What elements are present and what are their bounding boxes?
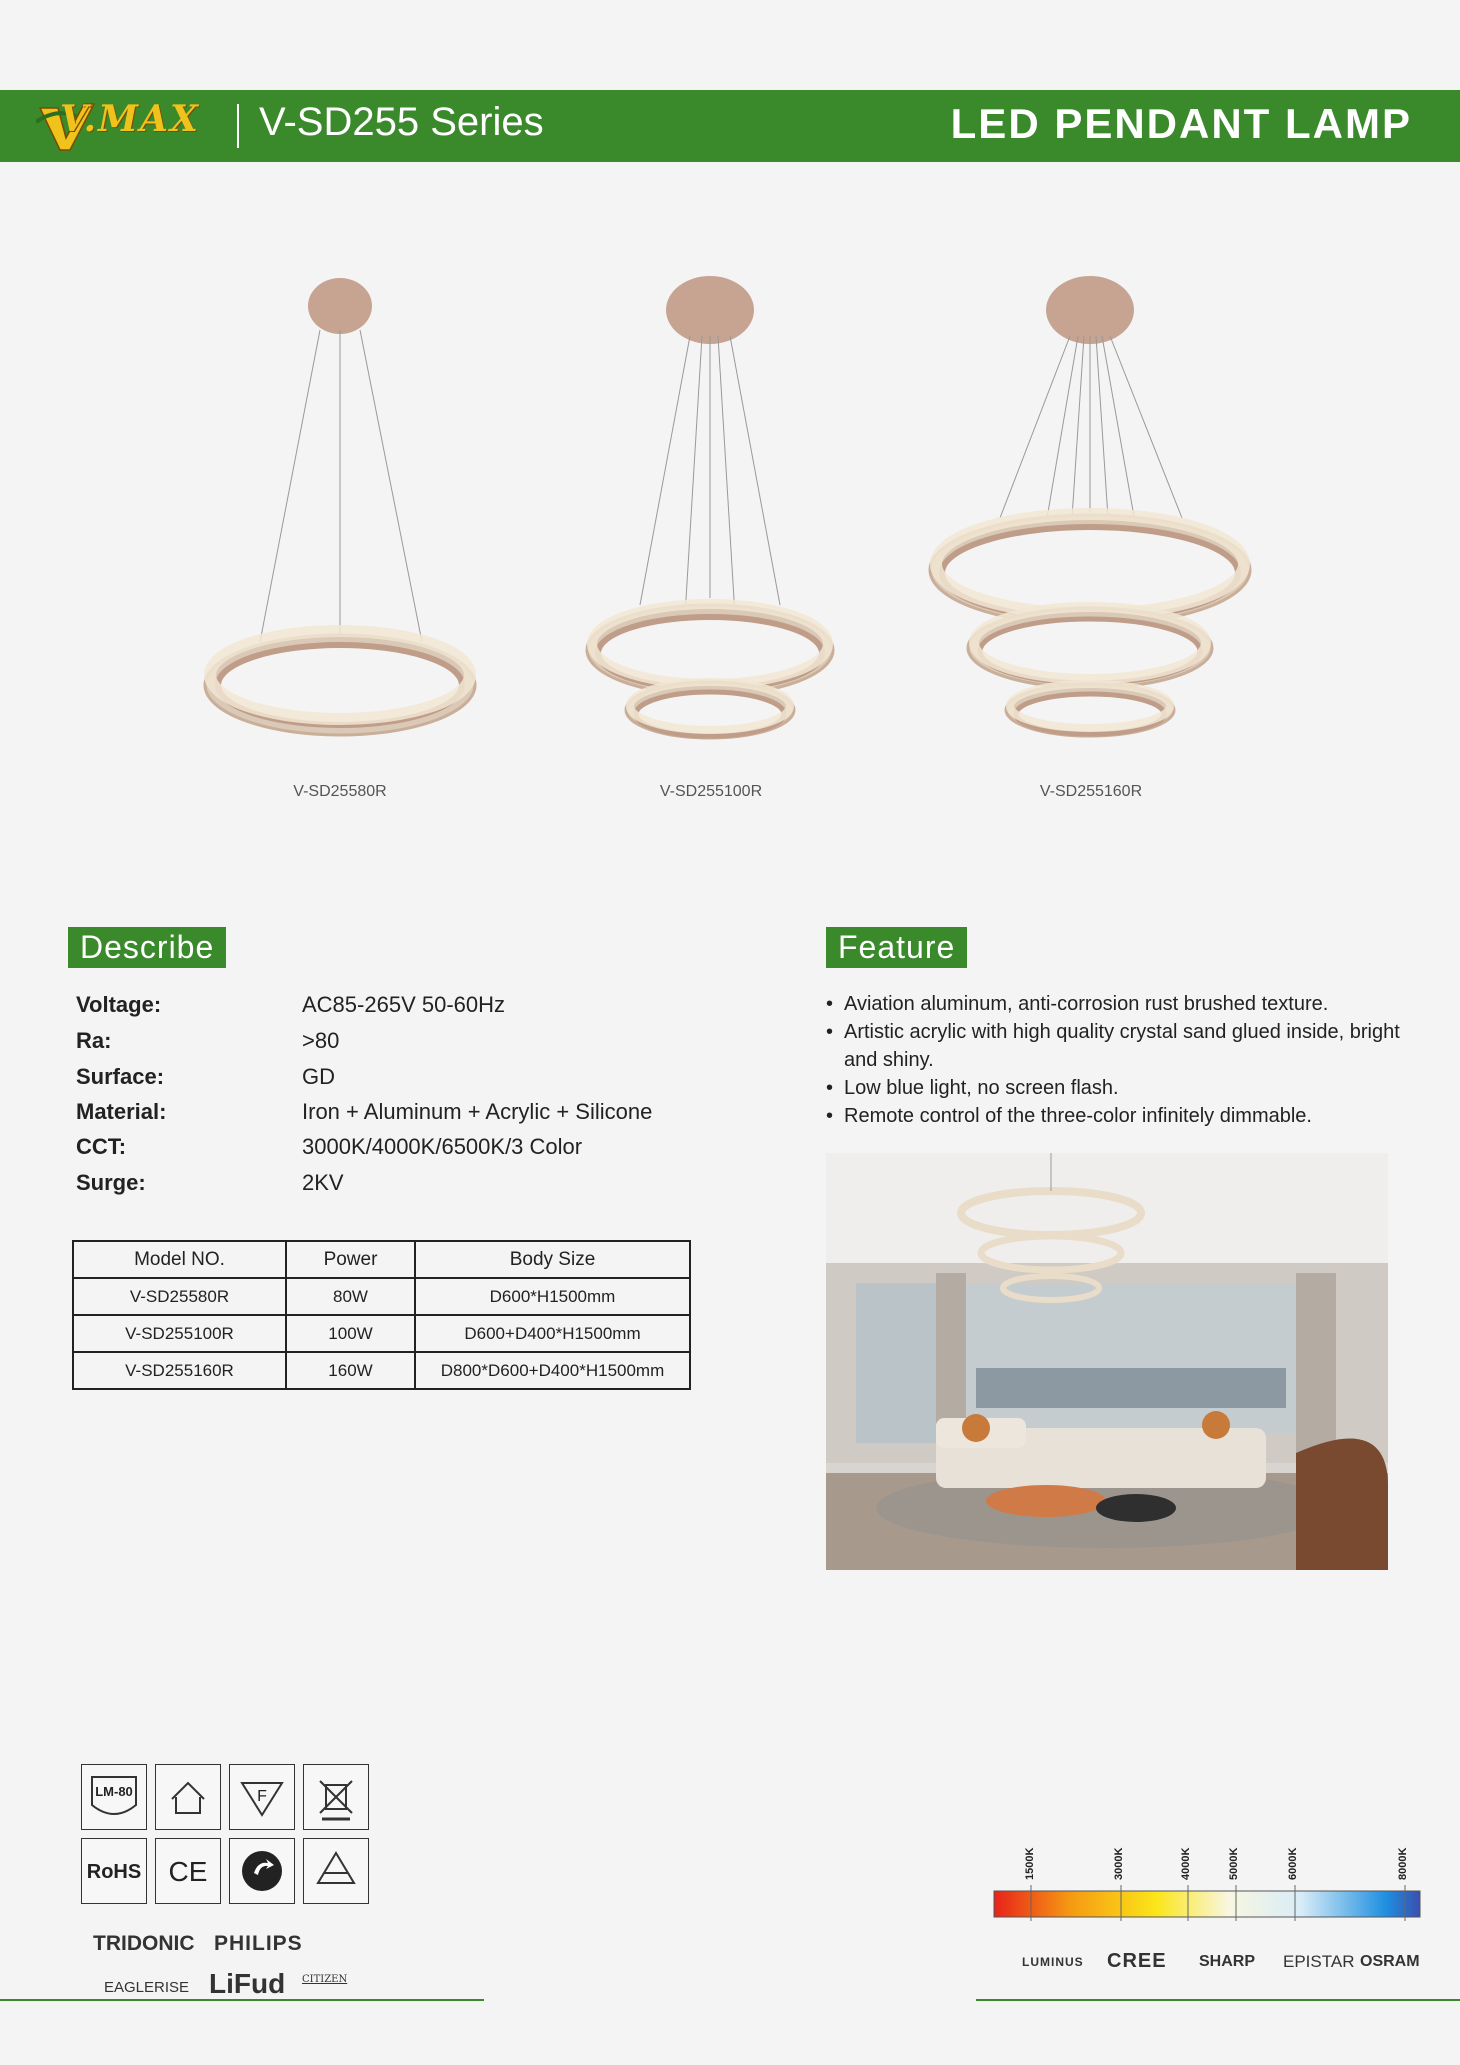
bottom-line-right — [976, 1999, 1460, 2001]
cct-label-4000k: 4000K — [1180, 1847, 1192, 1880]
logo-text: V.MAX — [60, 98, 200, 140]
product-image-1 — [200, 270, 480, 750]
spec-label: Surge: — [76, 1170, 146, 1195]
table-row — [73, 1315, 690, 1352]
living-room-photo — [826, 1153, 1388, 1570]
table-cell: 160W — [286, 1352, 415, 1389]
product-caption-2: V-SD255100R — [659, 783, 763, 800]
feature-list — [826, 990, 1406, 1130]
ce-label: CE — [168, 1856, 208, 1887]
cct-label-6000k: 6000K — [1287, 1847, 1299, 1880]
page-title: LED PENDANT LAMP — [950, 100, 1412, 147]
table-row — [73, 1278, 690, 1315]
table-header: Model NO. — [73, 1241, 286, 1278]
brand-citizen: CITIZEN — [302, 1974, 348, 1985]
svg-text:F: F — [257, 1788, 267, 1805]
header-separator — [237, 104, 239, 148]
brand-lifud: LiFud — [209, 1968, 286, 1999]
product-caption-1: V-SD25580R — [293, 783, 387, 800]
brand-luminus: LUMINUS — [1022, 1955, 1084, 1969]
brand-osram: OSRAM — [1360, 1953, 1420, 1970]
spec-value: GD — [302, 1064, 335, 1089]
table-cell: V-SD255160R — [73, 1352, 286, 1389]
table-cell: D800*D600+D400*H1500mm — [415, 1352, 690, 1389]
model-table — [72, 1240, 691, 1390]
feature-item: • Low blue light, no screen flash. — [826, 1074, 1406, 1102]
spec-value: AC85-265V 50-60Hz — [302, 992, 506, 1017]
bottom-line-left — [0, 1999, 484, 2001]
recycle-arrow-cert-icon — [229, 1838, 295, 1904]
spec-label: Ra: — [76, 1028, 112, 1053]
describe-tag: Describe — [68, 927, 226, 968]
series-title: V-SD255 Series — [259, 100, 544, 144]
recycle-cert-icon — [303, 1838, 369, 1904]
spec-value: 2KV — [302, 1170, 344, 1195]
cct-label-8000k: 8000K — [1397, 1847, 1409, 1880]
brand-epistar: EPISTAR — [1283, 1952, 1355, 1971]
table-cell: 80W — [286, 1278, 415, 1315]
table-cell: V-SD25580R — [73, 1278, 286, 1315]
cct-color-bar — [992, 1885, 1422, 1925]
cct-label-5000k: 5000K — [1228, 1847, 1240, 1880]
cct-label-1500k: 1500K — [1024, 1847, 1036, 1880]
home-cert-icon — [155, 1764, 221, 1830]
brand-sharp: SHARP — [1199, 1953, 1256, 1970]
ce-cert-icon — [155, 1838, 221, 1904]
product-image-2 — [580, 270, 840, 750]
feature-tag: Feature — [826, 927, 967, 968]
spec-label: Material: — [76, 1099, 167, 1124]
spec-value: Iron + Aluminum + Acrylic + Silicone — [302, 1099, 653, 1124]
rohs-label: RoHS — [86, 1861, 142, 1883]
product-caption-3: V-SD255160R — [1039, 783, 1143, 800]
spec-label: Voltage: — [76, 992, 162, 1017]
rohs-cert-icon — [81, 1838, 147, 1904]
spec-value: >80 — [302, 1028, 340, 1053]
spec-label: Surface: — [76, 1064, 165, 1089]
header-bar — [0, 90, 1460, 162]
cct-label-3000k: 3000K — [1113, 1847, 1125, 1880]
table-cell: 100W — [286, 1315, 415, 1352]
feature-item: • Artistic acrylic with high quality crystal sand glued inside, bright and shiny. — [826, 1018, 1406, 1074]
table-header: Body Size — [415, 1241, 690, 1278]
lm80-label: LM-80 — [95, 1784, 133, 1799]
table-cell: D600+D400*H1500mm — [415, 1315, 690, 1352]
feature-item: • Aviation aluminum, anti-corrosion rust brushed texture. — [826, 990, 1406, 1018]
table-cell: V-SD255100R — [73, 1315, 286, 1352]
brand-cree: CREE — [1107, 1950, 1167, 1972]
table-cell: D600*H1500mm — [415, 1278, 690, 1315]
spec-label: CCT: — [76, 1134, 127, 1159]
brand-tridonic: TRIDONIC — [93, 1932, 195, 1955]
product-image-3 — [920, 270, 1260, 750]
table-header: Power — [286, 1241, 415, 1278]
spec-value: 3000K/4000K/6500K/3 Color — [302, 1134, 583, 1159]
feature-item: • Remote control of the three-color infinitely dimmable. — [826, 1102, 1406, 1130]
lm80-cert-icon — [81, 1764, 147, 1830]
f-mark-cert-icon — [229, 1764, 295, 1830]
brand-philips: PHILIPS — [214, 1932, 303, 1955]
table-header-row — [73, 1241, 690, 1278]
table-row — [73, 1352, 690, 1389]
brand-eaglerise: EAGLERISE — [104, 1979, 190, 1996]
weee-cert-icon — [303, 1764, 369, 1830]
